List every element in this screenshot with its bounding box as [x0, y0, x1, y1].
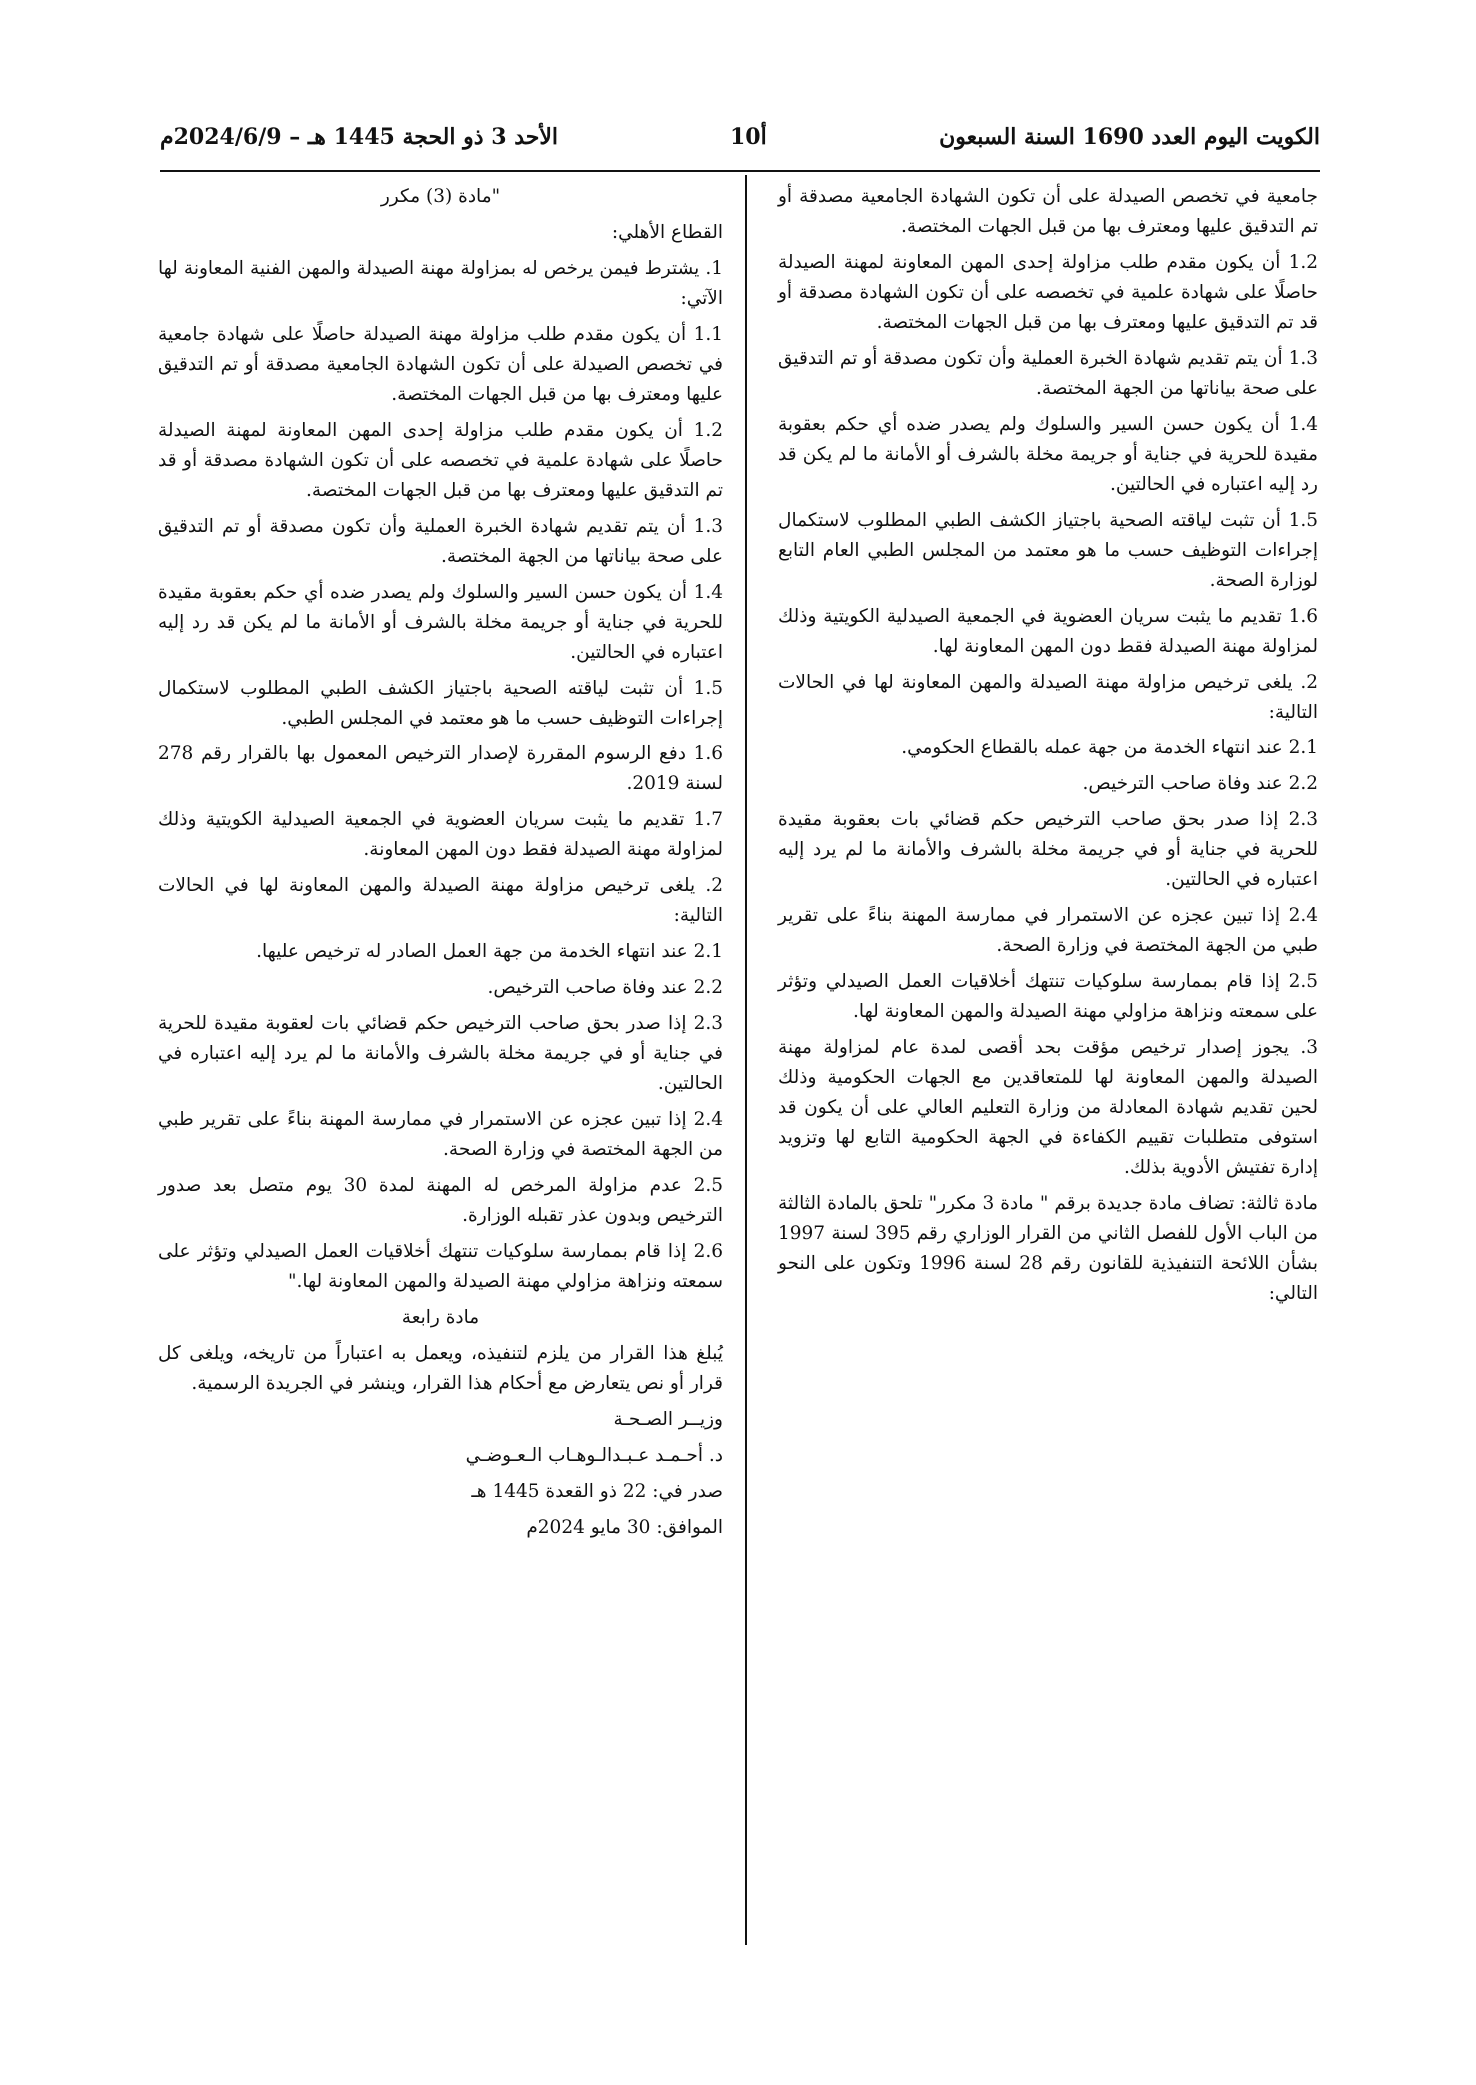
paragraph: 2.3 إذا صدر بحق صاحب الترخيص حكم قضائي بات لعقوبة مقيدة للحرية في جناية أو في جريمة مخلة بالشرف والأمانة ما لم يرد إليه اعتباره في الحالتين. — [158, 1013, 723, 1095]
paragraph: 1.5 أن تثبت لياقته الصحية باجتياز الكشف الطبي المطلوب لاستكمال إجراءات التوظيف حسب ما هو معتمد من المجلس الطبي العام التابع لوزارة الصحة. — [778, 509, 1318, 591]
paragraph: 1.3 أن يتم تقديم شهادة الخبرة العملية وأن تكون مصدقة أو تم التدقيق على صحة بياناتها من الجهة المختصة. — [778, 347, 1318, 399]
paragraph: 1.6 دفع الرسوم المقررة لإصدار الترخيص المعمول بها بالقرار رقم 278 لسنة 2019. — [158, 743, 723, 795]
paragraph: 2.2 عند وفاة صاحب الترخيص. — [1082, 773, 1318, 795]
paragraph: 1.4 أن يكون حسن السير والسلوك ولم يصدر ضده أي حكم بعقوبة مقيدة للحرية في جناية أو جريمة مخلة بالشرف أو الأمانة ما لم يكن قد رد إليه اعتباره في الحالتين. — [778, 413, 1318, 495]
paragraph: 2.3 إذا صدر بحق صاحب الترخيص حكم قضائي بات بعقوبة مقيدة للحرية في جناية أو في جريمة مخلة بالشرف والأمانة ما لم يرد إليه اعتباره في الحالتين. — [778, 809, 1318, 891]
paragraph: 2. يلغى ترخيص مزاولة مهنة الصيدلة والمهن المعاونة لها في الحالات التالية: — [778, 671, 1318, 723]
paragraph: 2.4 إذا تبين عجزه عن الاستمرار في ممارسة المهنة بناءً على تقرير طبي من الجهة المختصة في وزارة الصحة. — [158, 1109, 723, 1161]
paragraph: 1.3 أن يتم تقديم شهادة الخبرة العملية وأن تكون مصدقة أو تم التدقيق على صحة بياناتها من الجهة المختصة. — [158, 515, 723, 567]
page-number: 10أ — [730, 124, 767, 150]
paragraph: 1.4 أن يكون حسن السير والسلوك ولم يصدر ضده أي حكم بعقوبة مقيدة للحرية في جناية أو جريمة مخلة بالشرف أو الأمانة ما لم يكن قد رد إليه اعتباره في الحالتين. — [158, 581, 723, 663]
paragraph: 2. يلغى ترخيص مزاولة مهنة الصيدلة والمهن المعاونة لها في الحالات التالية: — [158, 875, 723, 927]
left-column — [158, 182, 723, 1549]
paragraph: 2.2 عند وفاة صاحب الترخيص. — [487, 977, 723, 999]
paragraph: 2.5 إذا قام بممارسة سلوكيات تنتهك أخلاقيات العمل الصيدلي وتؤثر على سمعته ونزاهة مزاولي مهنة الصيدلة والمهن المعاونة لها. — [778, 971, 1318, 1023]
paragraph: 2.5 عدم مزاولة المرخص له المهنة لمدة 30 يوم متصل بعد صدور الترخيص وبدون عذر تقبله الوزارة. — [158, 1175, 723, 1227]
column-divider — [745, 175, 747, 1945]
article-four-title: مادة رابعة — [401, 1306, 480, 1328]
paragraph: جامعية في تخصص الصيدلة على أن تكون الشهادة الجامعية مصدقة أو تم التدقيق عليها ومعترف بها من قبل الجهات المختصة. — [778, 186, 1318, 237]
page-header — [160, 110, 1320, 172]
right-column — [778, 182, 1318, 1315]
article-four-text: يُبلغ هذا القرار من يلزم لتنفيذه، ويعمل به اعتباراً من تاريخه، ويلغى كل قرار أو نص يتعارض مع أحكام هذا القرار، وينشر في الجريدة الرسمية. — [158, 1342, 723, 1394]
issued-date: صدر في: 22 ذو القعدة 1445 هـ — [471, 1480, 723, 1502]
paragraph: 1.2 أن يكون مقدم طلب مزاولة إحدى المهن المعاونة لمهنة الصيدلة حاصلًا على شهادة علمية في تخصصه على أن تكون الشهادة مصدقة أو قد تم التدقيق عليها ومعترف بها من قبل الجهات المختصة. — [778, 251, 1318, 333]
paragraph: 1.7 تقديم ما يثبت سريان العضوية في الجمعية الصيدلية الكويتية وذلك لمزاولة مهنة الصيدلة فقط دون المهن المعاونة. — [158, 809, 723, 861]
paragraph: 3. يجوز إصدار ترخيص مؤقت بحد أقصى لمدة عام لمزاولة مهنة الصيدلة والمهن المعاونة لها للمتعاقدين مع الجهات الحكومية وذلك لحين تقديم شهادة المعادلة من وزارة التعليم العالي على أن يكون قد استوفى متطلبات تقييم الكفاءة في الجهة الحكومية التابع لها وتزويد إدارة تفتيش الأدوية بذلك. — [778, 1037, 1318, 1179]
paragraph: 2.6 إذا قام بممارسة سلوكيات تنتهك أخلاقيات العمل الصيدلي وتؤثر على سمعته ونزاهة مزاولي مهنة الصيدلة والمهن المعاونة لها." — [158, 1241, 723, 1292]
article-heading: "مادة (3) مكرر — [380, 186, 501, 207]
paragraph: 1.6 تقديم ما يثبت سريان العضوية في الجمعية الصيدلية الكويتية وذلك لمزاولة مهنة الصيدلة فقط دون المهن المعاونة لها. — [778, 605, 1318, 657]
minister-title: وزيــر الصـحـة — [613, 1408, 723, 1430]
paragraph: 1.1 أن يكون مقدم طلب مزاولة مهنة الصيدلة حاصلًا على شهادة جامعية في تخصص الصيدلة على أن تكون الشهادة الجامعية مصدقة أو تم التدقيق عليها ومعترف بها من قبل الجهات المختصة. — [158, 323, 723, 405]
paragraph: 2.1 عند انتهاء الخدمة من جهة عمله بالقطاع الحكومي. — [901, 737, 1318, 759]
paragraph: 1. يشترط فيمن يرخص له بمزاولة مهنة الصيدلة والمهن الفنية المعاونة لها الآتي: — [158, 257, 723, 309]
paragraph: مادة ثالثة: تضاف مادة جديدة برقم " مادة 3 مكرر" تلحق بالمادة الثالثة من الباب الأول للفصل الثاني من القرار الوزاري رقم 395 لسنة 1997 بشأن اللائحة التنفيذية للقانون رقم 28 لسنة 1996 وتكون على النحو التالي: — [778, 1193, 1319, 1304]
minister-name: د. أحـمـد عـبـدالـوهـاب الـعـوضـي — [465, 1444, 723, 1466]
paragraph: 1.2 أن يكون مقدم طلب مزاولة إحدى المهن المعاونة لمهنة الصيدلة حاصلًا على شهادة علمية في تخصصه على أن تكون الشهادة مصدقة أو قد تم التدقيق عليها ومعترف بها من قبل الجهات المختصة. — [158, 419, 723, 501]
publication-info: الكويت اليوم العدد 1690 السنة السبعون — [939, 124, 1320, 150]
paragraph: 2.1 عند انتهاء الخدمة من جهة العمل الصادر له ترخيص عليها. — [256, 941, 723, 963]
paragraph: 2.4 إذا تبين عجزه عن الاستمرار في ممارسة المهنة بناءً على تقرير طبي من الجهة المختصة في وزارة الصحة. — [778, 905, 1318, 957]
paragraph: 1.5 أن تثبت لياقته الصحية باجتياز الكشف الطبي المطلوب لاستكمال إجراءات التوظيف حسب ما هو معتمد في المجلس الطبي. — [158, 677, 723, 729]
sector-label: القطاع الأهلي: — [611, 221, 723, 243]
corresponding-date: الموافق: 30 مايو 2024م — [526, 1516, 723, 1538]
publication-date: الأحد 3 ذو الحجة 1445 هـ – 2024/6/9م — [160, 124, 559, 150]
